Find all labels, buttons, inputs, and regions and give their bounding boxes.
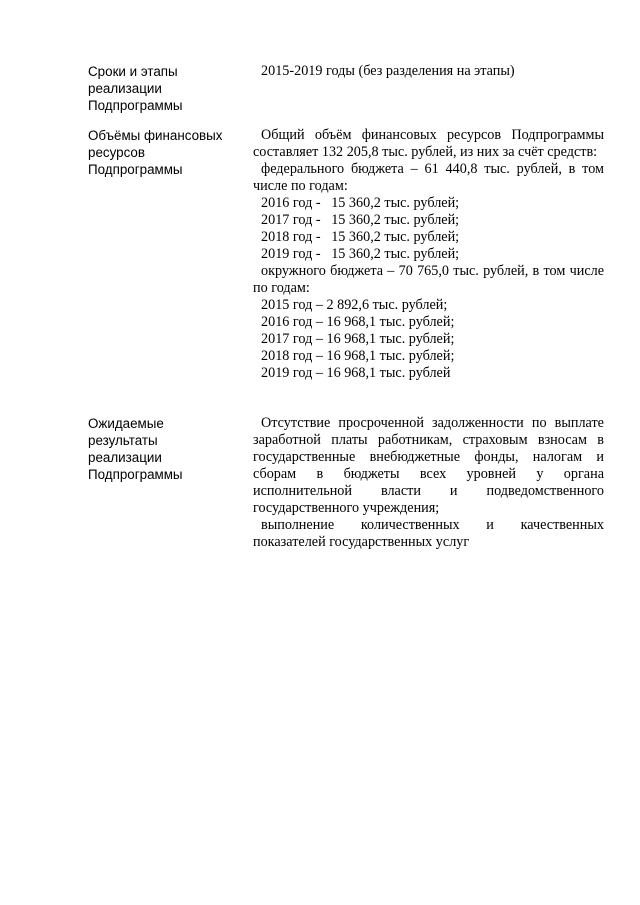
- district-year-item: 2015 год – 2 892,6 тыс. рублей;: [261, 297, 448, 313]
- federal-budget-intro: федерального бюджета – 61 440,8 тыс. рублей, в том числе по годам:: [253, 161, 604, 194]
- row-label: [88, 415, 238, 483]
- label-line: Объёмы финансовых: [88, 128, 223, 143]
- district-year-item: 2016 год – 16 968,1 тыс. рублей;: [261, 314, 455, 330]
- row-label: [88, 63, 238, 114]
- label-line: Сроки и этапы: [88, 64, 178, 79]
- federal-year-item: 2017 год - 15 360,2 тыс. рублей;: [261, 212, 460, 228]
- label-line: результаты: [88, 433, 158, 448]
- district-year-item: 2018 год – 16 968,1 тыс. рублей;: [261, 348, 455, 364]
- financing-intro: Общий объём финансовых ресурсов Подпрограммы составляет 132 205,8 тыс. рублей, из них за счёт средств:: [253, 127, 604, 160]
- district-year-item: 2019 год – 16 968,1 тыс. рублей: [261, 365, 451, 381]
- label-line: реализации: [88, 450, 162, 465]
- label-line: Подпрограммы: [88, 98, 183, 113]
- district-year-item: 2017 год – 16 968,1 тыс. рублей;: [261, 331, 455, 347]
- row-content: [253, 127, 604, 382]
- label-line: ресурсов: [88, 145, 145, 160]
- label-line: Подпрограммы: [88, 162, 183, 177]
- district-budget-intro: окружного бюджета – 70 765,0 тыс. рублей, в том числе по годам:: [253, 263, 604, 296]
- row-content: [253, 63, 604, 80]
- results-paragraph: выполнение количественных и качественных показателей государственных услуг: [253, 517, 604, 550]
- label-line: реализации: [88, 81, 162, 96]
- results-paragraph: Отсутствие просроченной задолженности по выплате заработной платы работникам, страховым взносам в государственные внебюджетные фонды, налогам и сборам в бюджеты всех уровней у органа исполнительной власти и подведомственного государственного учреждения;: [253, 415, 604, 516]
- federal-year-item: 2018 год - 15 360,2 тыс. рублей;: [261, 229, 460, 245]
- federal-year-item: 2016 год - 15 360,2 тыс. рублей;: [261, 195, 460, 211]
- label-line: Ожидаемые: [88, 416, 164, 431]
- row-label: [88, 127, 238, 178]
- label-line: Подпрограммы: [88, 467, 183, 482]
- row-content: [253, 415, 604, 551]
- timeline-text: 2015-2019 годы (без разделения на этапы): [261, 63, 515, 79]
- federal-year-item: 2019 год - 15 360,2 тыс. рублей;: [261, 246, 460, 262]
